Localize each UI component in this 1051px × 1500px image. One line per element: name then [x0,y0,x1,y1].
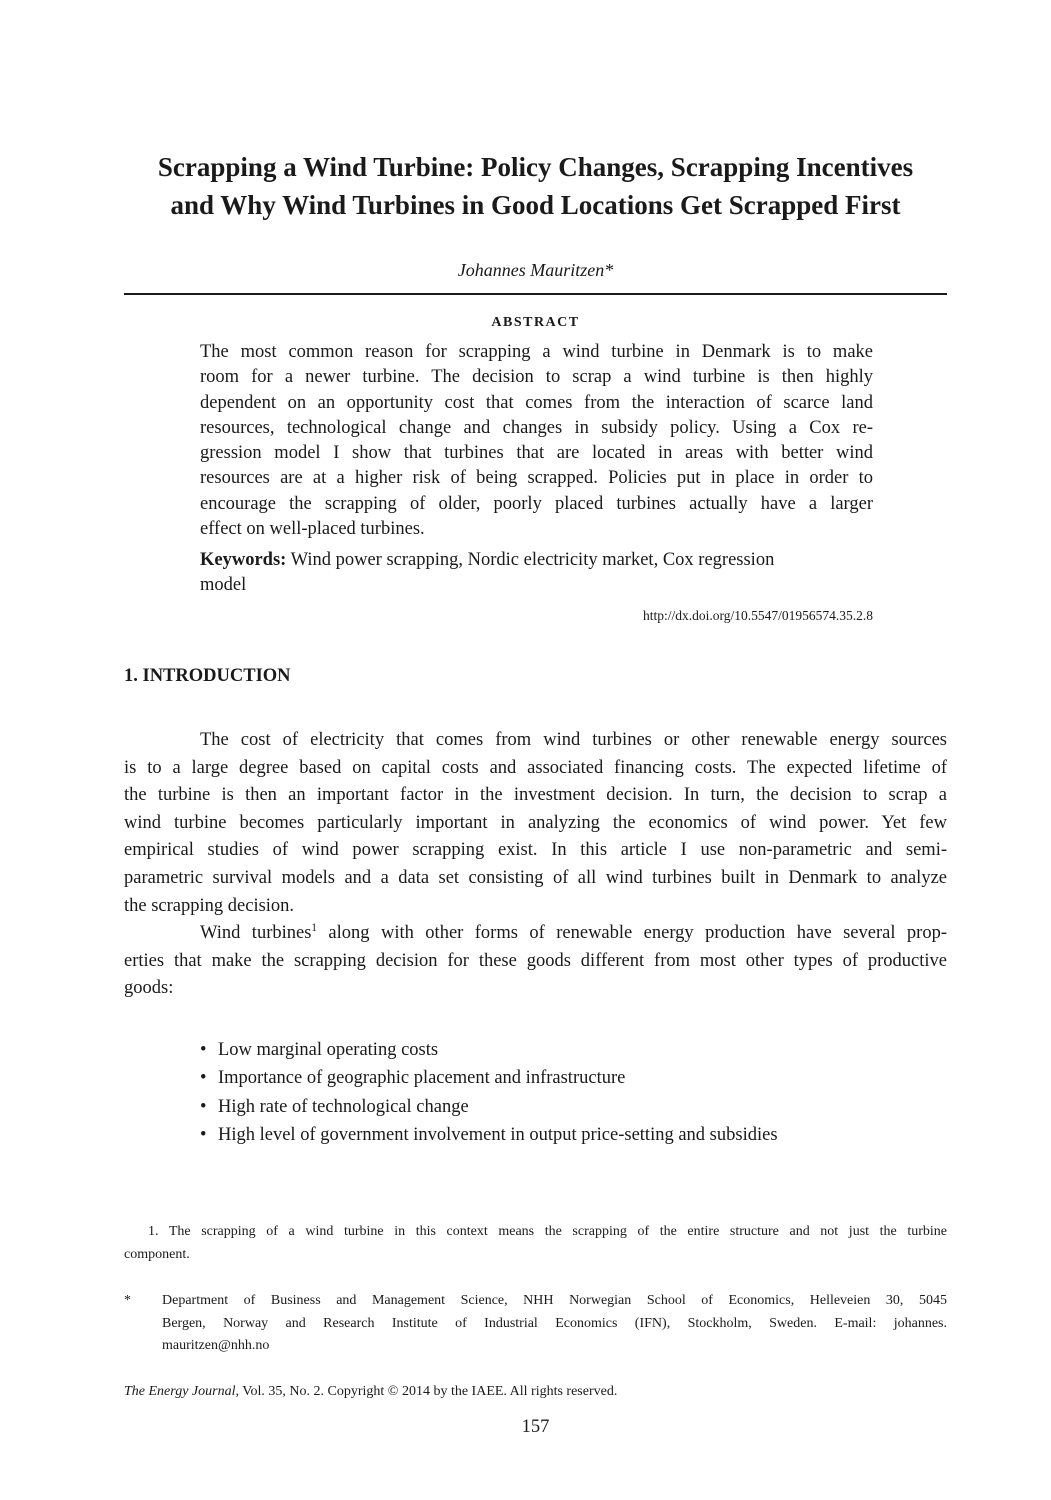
abstract-line: gression model I show that turbines that are located in areas with better wind [200,443,873,464]
bullet-icon: • [200,1096,207,1117]
author-name: Johannes Mauritzen* [457,260,614,280]
bullet-list [200,1036,778,1149]
bullet-icon: • [200,1068,207,1089]
footnote-line: 1. The scrapping of a wind turbine in this context means the scrapping of the entire structure and not just the turbine [148,1224,947,1239]
affiliation-line: Bergen, Norway and Research Institute of Industrial Economics (IFN), Stockholm, Sweden. E-mail: johannes. [162,1315,947,1331]
footnote-1 [124,1221,947,1266]
paragraph-text: Wind turbines [200,923,312,943]
abstract-line: dependent on an opportunity cost that comes from the interaction of scarce land [200,392,873,413]
title-line-1: Scrapping a Wind Turbine: Policy Changes, Scrapping Incentives [157,152,914,182]
abstract-line: room for a newer turbine. The decision to scrap a wind turbine is then highly [200,367,873,388]
doi-link[interactable]: http://dx.doi.org/10.5547/01956574.35.2.8 [642,608,873,623]
paragraph-text: along with other forms of renewable energy production have several prop- [316,923,948,943]
journal-name: The Energy Journal [124,1384,236,1399]
list-item [200,1093,778,1121]
bullet-icon: • [200,1040,207,1060]
footnote-line: component. [124,1246,190,1262]
abstract-line: encourage the scrapping of older, poorly placed turbines actually have a larger [200,493,873,514]
list-item [200,1036,778,1064]
title-divider [124,293,947,295]
paragraph-line: erties that make the scrapping decision for these goods different from most other types of productive [124,950,947,971]
keywords [200,548,873,599]
paper-title [110,148,961,224]
footnote-marker[interactable]: 1 [311,921,317,934]
paragraph-line: the scrapping decision. [124,895,295,916]
affiliation-line: mauritzen@nhh.no [162,1338,270,1353]
affiliation-text [162,1290,947,1358]
paragraph-line: wind turbine becomes particularly important in analyzing the economics of wind power. Yet few [124,812,947,833]
intro-paragraph-1 [124,727,947,920]
abstract-line: The most common reason for scrapping a wind turbine in Denmark is to make [200,342,873,362]
paragraph-line: empirical studies of wind power scrapping exist. In this article I use non-parametric and semi- [124,840,947,861]
paragraph-line: is to a large degree based on capital costs and associated financing costs. The expected lifetime of [124,757,947,778]
list-item-text: High level of government involvement in output price-setting and subsidies [218,1124,778,1145]
list-item-text: Importance of geographic placement and infrastructure [218,1068,626,1089]
keywords-label: Keywords: [200,550,287,570]
list-item-text: Low marginal operating costs [218,1040,439,1060]
bullet-icon: • [200,1124,207,1145]
list-item [200,1121,778,1149]
abstract-heading: ABSTRACT [491,315,580,330]
section-heading-introduction: 1. INTRODUCTION [124,666,291,686]
list-item [200,1064,778,1092]
paragraph-line: goods: [124,978,174,999]
intro-paragraph-2 [124,920,947,1003]
keywords-list: Wind power scrapping, Nordic electricity market, Cox regression [286,550,775,570]
abstract-line: resources, technological change and changes in subsidy policy. Using a Cox re- [200,417,873,438]
paragraph-line: the turbine is then an important factor in the investment decision. In turn, the decision to scrap a [124,785,947,806]
title-line-2: and Why Wind Turbines in Good Locations Get Scrapped First [170,190,901,220]
affiliation-marker: * [124,1293,131,1308]
paragraph-line [124,920,947,948]
affiliation-line: Department of Business and Management Science, NHH Norwegian School of Economics, Helleveien 30, 5045 [162,1293,947,1308]
list-item-text: High rate of technological change [218,1096,469,1117]
abstract-line: resources are at a higher risk of being scrapped. Policies put in place in order to [200,468,873,489]
abstract-line: effect on well-placed turbines. [200,519,425,540]
keywords-list-continued: model [200,575,247,596]
abstract-text [200,340,873,542]
page-number: 157 [521,1417,550,1437]
paragraph-line: parametric survival models and a data set consisting of all wind turbines built in Denmark to analyze [124,867,947,888]
journal-details: , Vol. 35, No. 2. Copyright © 2014 by the IAEE. All rights reserved. [235,1384,618,1399]
paragraph-line: The cost of electricity that comes from wind turbines or other renewable energy sources [200,730,947,750]
journal-citation [124,1382,617,1402]
